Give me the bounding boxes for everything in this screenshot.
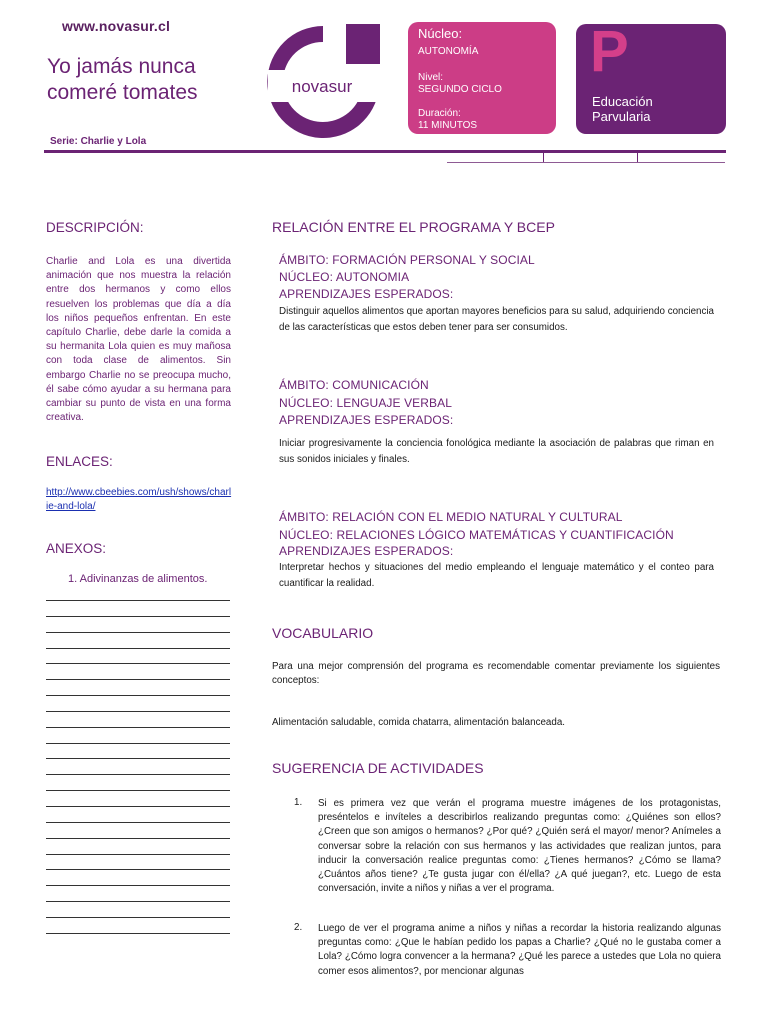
answer-line: [46, 774, 230, 775]
duracion-label: Duración:: [418, 108, 461, 119]
answer-line: [46, 758, 230, 759]
aprendizaje-text-2: Iniciar progresivamente la conciencia fonológica mediante la asociación de palabras que riman en sus sonidos iniciales y finales.: [279, 438, 714, 465]
answer-line: [46, 933, 230, 934]
answer-line: [46, 679, 230, 680]
answer-line: [46, 648, 230, 649]
answer-line: [46, 869, 230, 870]
aprendizajes-1: APRENDIZAJES ESPERADOS:: [279, 287, 454, 301]
program-info-box: [408, 22, 556, 134]
divider-tick: [543, 152, 544, 162]
nivel-label: Nivel:: [418, 72, 444, 83]
vocabulario-heading: VOCABULARIO: [272, 625, 374, 641]
relacion-heading: RELACIÓN ENTRE EL PROGRAMA Y BCEP: [272, 219, 555, 235]
badge-letter: P: [590, 19, 629, 84]
aprendizaje-text-1: Distinguir aquellos alimentos que aportan mayores beneficios para su salud, adquiriendo conciencia de las características que estos deben tener para ser consumidos.: [279, 306, 714, 333]
activity-text-2: Luego de ver el programa anime a niños y niñas a recordar la historia realizando algunas preguntas como: ¿Que le habían pedido los papas a Charlie? ¿Qué no le gustaba comer a Lola? ¿Cómo logra convencer a la hermana? ¿Qué les parece a ustedes que Lola no quiera comer esos alimentos?, por mencionar algunas: [318, 923, 721, 977]
answer-line: [46, 917, 230, 918]
badge-line-1: Educación: [592, 94, 653, 109]
nucleo-label: Núcleo:: [418, 26, 463, 41]
serie-label: Serie: Charlie y Lola: [50, 136, 147, 147]
cbeebies-link[interactable]: http://www.cbeebies.com/ush/shows/charlie-and-lola/: [46, 487, 232, 512]
answer-line: [46, 790, 230, 791]
nivel-value: SEGUNDO CICLO: [418, 84, 502, 95]
document-title: [47, 54, 247, 106]
enlaces-heading: ENLACES:: [46, 454, 113, 469]
answer-line: [46, 632, 230, 633]
answer-lines: [46, 600, 230, 949]
answer-line: [46, 616, 230, 617]
nucleo-1: NÚCLEO: AUTONOMIA: [279, 270, 410, 284]
novasur-logo: [258, 18, 388, 138]
aprendizajes-2: APRENDIZAJES ESPERADOS:: [279, 413, 454, 427]
divider-tick: [637, 152, 638, 162]
answer-line: [46, 695, 230, 696]
answer-line: [46, 901, 230, 902]
ambito-1: ÁMBITO: FORMACIÓN PERSONAL Y SOCIAL: [279, 253, 535, 267]
answer-line: [46, 727, 230, 728]
duracion-value: 11 MINUTOS: [418, 120, 478, 131]
nucleo-value: AUTONOMÍA: [418, 46, 479, 57]
nucleo-3: NÚCLEO: RELACIONES LÓGICO MATEMÁTICAS Y CUANTIFICACIÓN: [279, 528, 674, 542]
title-line-2: comeré tomates: [47, 81, 198, 104]
aprendizaje-text-3: Interpretar hechos y situaciones del medio empleando el lenguaje matemático y el conteo para cuantificar la realidad.: [279, 562, 714, 589]
ambito-2: ÁMBITO: COMUNICACIÓN: [279, 378, 429, 392]
anexo-item: 1. Adivinanzas de alimentos.: [68, 573, 208, 585]
title-line-1: Yo jamás nunca: [47, 55, 196, 78]
vocabulario-terms: Alimentación saludable, comida chatarra, alimentación balanceada.: [272, 717, 565, 728]
answer-line: [46, 806, 230, 807]
answer-line: [46, 854, 230, 855]
anexos-heading: ANEXOS:: [46, 541, 107, 556]
answer-line: [46, 743, 230, 744]
activity-text-1: Si es primera vez que verán el programa muestre imágenes de los protagonistas, preséntelos e invíteles a describirlos realizando preguntas como: ¿Quiénes son ellos? ¿Creen que son amigos o hermanos? ¿Por qué? ¿Quién será el mayor/ menor? Anímeles a conversar sobre la relación con sus hermanos y las actividades que realizan juntos, para inducir la conversación realice preguntas como: ¿Tienes hermanos? ¿Cómo se llama? ¿Cuántos años tiene? ¿Te gusta jugar con él/ella? ¿A qué juegan?, etc. Luego de esta conversación, invite a niños y niñas a ver el programa.: [318, 798, 721, 895]
answer-line: [46, 822, 230, 823]
answer-line: [46, 711, 230, 712]
descripcion-text: Charlie and Lola es una divertida animación que nos muestra la relación entre dos hermanos y como ellos resuelven los problemas que día a día los niños pequeños enfrentan. En este capítulo Charlie, debe darle la comida a su hermanita Lola quien es muy mañosa con toda clase de alimentos. Sin embargo Charlie no se preocupa mucho, él sabe cómo ayudar a su hermana para cambiar su punto de vista en una forma creativa.: [46, 256, 231, 424]
activity-number-2: 2.: [294, 922, 303, 933]
badge-text: [592, 94, 653, 124]
sugerencia-heading: SUGERENCIA DE ACTIVIDADES: [272, 760, 484, 776]
vocabulario-intro: Para una mejor comprensión del programa es recomendable comentar previamente los siguientes conceptos:: [272, 661, 720, 686]
ambito-3: ÁMBITO: RELACIÓN CON EL MEDIO NATURAL Y CULTURAL: [279, 510, 623, 524]
site-url: www.novasur.cl: [62, 18, 171, 34]
answer-line: [46, 885, 230, 886]
answer-line: [46, 600, 230, 601]
descripcion-heading: DESCRIPCIÓN:: [46, 220, 144, 235]
nucleo-2: NÚCLEO: LENGUAJE VERBAL: [279, 396, 453, 410]
badge-line-2: Parvularia: [592, 109, 651, 124]
answer-line: [46, 663, 230, 664]
aprendizajes-3: APRENDIZAJES ESPERADOS:: [279, 544, 454, 558]
educacion-parvularia-badge: [576, 19, 726, 134]
activity-number-1: 1.: [294, 797, 303, 808]
header-subdivider: [447, 162, 725, 163]
logo-text: novasur: [291, 77, 353, 96]
header-divider: [44, 150, 726, 153]
answer-line: [46, 838, 230, 839]
